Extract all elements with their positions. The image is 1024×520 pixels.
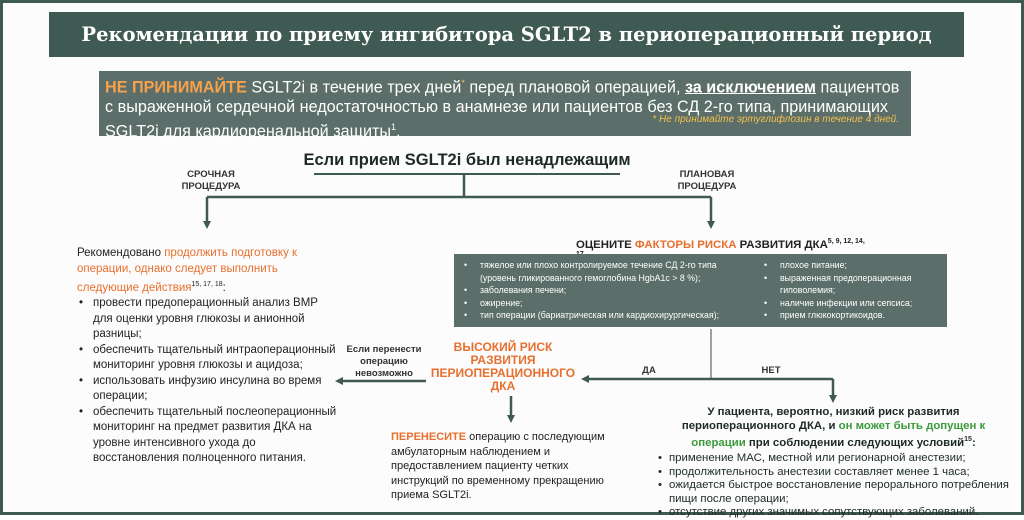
assess-ref: 5, 9, 12, 14, <box>827 238 865 245</box>
list-item: • выраженная предоперационная гиповолемия; <box>754 272 944 297</box>
warning-star: * <box>461 78 465 88</box>
no-label: НЕТ <box>761 365 781 376</box>
list-item: • обеспечить тщательный интраоперационный мониторинг уровня глюкозы и ацидоза; <box>87 343 337 374</box>
list-item: • тип операции (бариатрическая или кардиохирургическая); <box>454 309 754 322</box>
warning-text-4: . <box>396 122 401 141</box>
list-item: • применение МАС, местной или регионарной анестезии; <box>656 452 1011 466</box>
yes-label: ДА <box>642 365 656 376</box>
list-item: • плохое питание; <box>754 259 944 272</box>
low-risk-conditions-list <box>656 452 1011 520</box>
branch-left-label: СРОЧНАЯ ПРОЦЕДУРА <box>181 169 241 192</box>
reschedule-highlight: ПЕРЕНЕСИТЕ <box>391 431 467 443</box>
list-item: • заболевания печени; <box>454 284 754 297</box>
risk-factors-panel <box>454 254 947 327</box>
warning-text-1: SGLT2i в течение трех дней <box>246 78 462 97</box>
high-risk-label: ВЫСОКИЙ РИСК РАЗВИТИЯ ПЕРИОПЕРАЦИОННОГО ДКА <box>430 340 576 393</box>
list-item: • ожидается быстрое восстановление перорального потребления пищи после операции; <box>656 479 1011 506</box>
warning-footnote: * Не принимайте эртуглифлозин в течение 4 дней. <box>652 114 899 125</box>
list-item: • использовать инфузию инсулина во время операции; <box>87 374 337 405</box>
branch-right-label: ПЛАНОВАЯ ПРОЦЕДУРА <box>677 169 737 192</box>
urgent-procedure-block <box>77 246 337 467</box>
assess-risk-highlight: ФАКТОРЫ РИСКА <box>634 238 737 251</box>
list-item: • обеспечить тщательный послеоперационный мониторинг на предмет развития ДКА на уровне интенсивного ухода до восстановления полноценного питания. <box>87 405 337 467</box>
urgent-intro-highlight: продолжить подготовку к операции, однако следует выполнить следующие действия <box>77 247 298 294</box>
urgent-actions-list <box>77 296 337 467</box>
list-item: • тяжелое или плохо контролируемое течение СД 2-го типа (уровень гликированного гемоглобина HgbA1c > 8 %); <box>454 259 754 284</box>
page-title: Рекомендации по приему ингибитора SGLT2 в периоперационный период <box>49 12 964 57</box>
list-item: • ожирение; <box>454 297 754 310</box>
reschedule-block: ПЕРЕНЕСИТЕ операцию с последующим амбулаторным наблюдением и предоставлением пациенту четких инструкций по временному прекращению приема SGLT2i. <box>391 431 605 501</box>
warning-lead: НЕ ПРИНИМАЙТЕ <box>105 78 247 97</box>
risk-factors-right-list <box>754 259 944 322</box>
low-risk-heading: У пациента, вероятно, низкий риск развития периоперационного ДКА, и он может быть допущен к операции при соблюдении следующих условий$^{15}$: <box>681 406 986 449</box>
assess-risk-heading: ОЦЕНИТЕ ФАКТОРЫ РИСКА РАЗВИТИЯ $ДКА^{5, 9, 12, 14,}$ <box>576 238 876 264</box>
list-item: • отсутствие других значимых сопутствующих заболеваний. <box>656 506 1011 520</box>
list-item: • продолжительность анестезии составляет менее 1 часа; <box>656 466 1011 480</box>
urgent-intro: Рекомендовано продолжить подготовку к операции, однако следует выполнить следующие действия$^{15, 17, 18}$: <box>77 247 298 294</box>
warning-exception: за исключением <box>684 78 816 97</box>
warning-text-2: перед плановой операцией, <box>464 78 685 97</box>
warning-text-3: пациентов с выраженной сердечной недостаточностью в анамнезе или пациентов без СД 2-го типа, принимающих SGLT2i для кардиоренальной защиты <box>105 78 900 141</box>
risk-factors-left-list <box>454 259 754 322</box>
list-item: • прием глюкокортикоидов. <box>754 309 944 322</box>
list-item: • провести предоперационный анализ BMP для оценки уровня глюкозы и анионной разницы; <box>87 296 337 343</box>
low-risk-highlight: он может быть допущен к операции <box>691 419 986 449</box>
decision-header: Если прием SGLT2i был ненадлежащим <box>303 151 631 169</box>
cannot-postpone-label: Если перенести операцию невозможно <box>346 344 422 379</box>
list-item: • наличие инфекции или сепсиса; <box>754 297 944 310</box>
warning-ref: 1 <box>391 122 397 133</box>
low-risk-block <box>656 406 1011 520</box>
low-risk-ref: 15 <box>964 436 972 443</box>
urgent-intro-ref: 15, 17, 18 <box>191 281 223 288</box>
